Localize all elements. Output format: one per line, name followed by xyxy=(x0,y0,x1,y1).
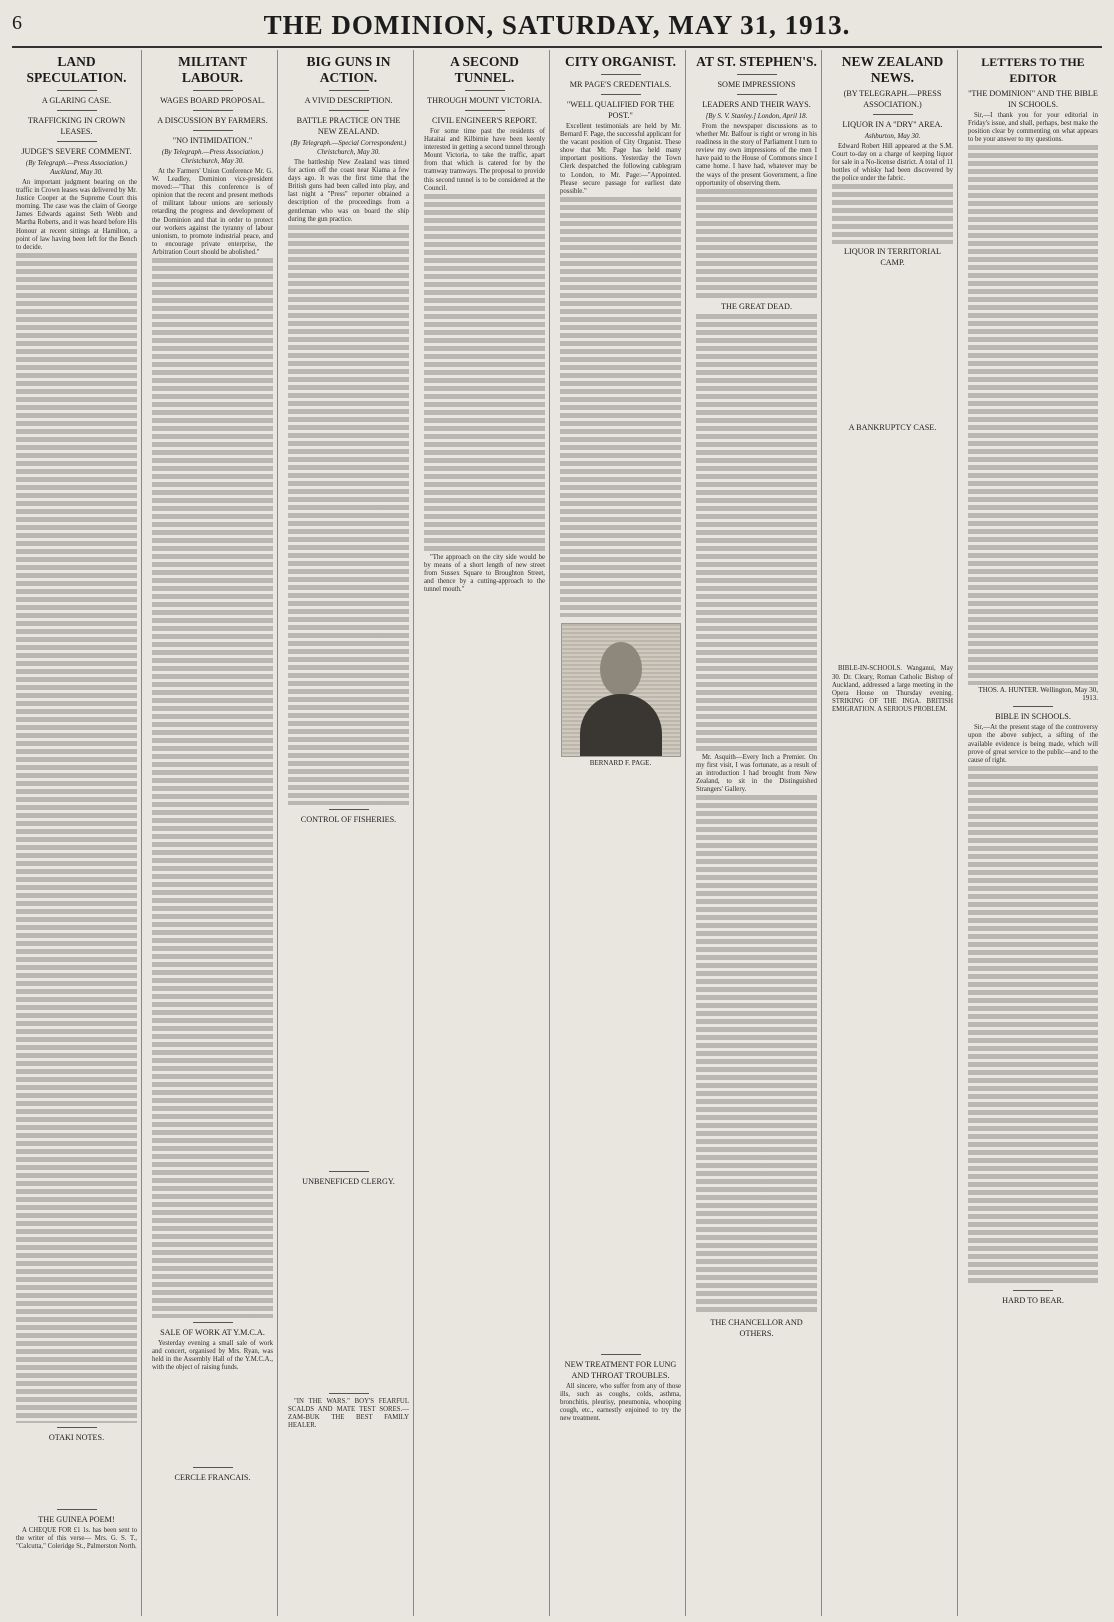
subhead: A VIVID DESCRIPTION. xyxy=(304,96,393,105)
lead-paragraph: For some time past the residents of Hataitai and Kilbirnie have been keenly interested in getting a second tunnel through Mount Victoria, to take the traffic, apart from that which is catered for by the tramway tramways. The proposal to provide this second tunnel is to be considered at the Council. xyxy=(424,128,545,192)
body-text xyxy=(288,225,409,805)
article-body xyxy=(288,827,409,1167)
subhead: CIVIL ENGINEER'S REPORT. xyxy=(432,116,537,125)
article-body xyxy=(288,1189,409,1389)
column-city-organist xyxy=(556,50,686,1616)
dateline: (By Telegraph.—Press Association.) Auckland, May 30. xyxy=(25,159,128,176)
subhead: LEADERS AND THEIR WAYS. xyxy=(702,100,811,109)
column-headline: BIG GUNS IN ACTION. xyxy=(306,54,391,85)
tail-paragraph: BIBLE-IN-SCHOOLS. Wanganui, May 30. Dr. Cleary, Roman Catholic Bishop of Auckland, addressed a large meeting in the Opera House on Thursday evening. STRIKING OF THE INGA. BRITISH EMIGRATION. A SERIOUS PROBLEM. xyxy=(832,665,953,713)
article-body xyxy=(288,159,409,805)
article-body xyxy=(696,314,817,1315)
page-number: 6 xyxy=(12,12,22,34)
column-big-guns xyxy=(284,50,414,1616)
subhead: A GLARING CASE. xyxy=(41,96,112,105)
lead-paragraph: At the Farmers' Union Conference Mr. G. W. Leadley, Dominion vice-president moved:—"That this conference is of opinion that the recent and present methods of militant labour unions are seriously retarding the progress and development of the Dominion and that in order to protect our workers against the tyranny of labour unionism, to promote industrial peace, and to encourage private enterprise, the Arbitration Court should be abolished." xyxy=(152,168,273,256)
tail-paragraph: A CHEQUE FOR £1 1s. has been sent to the writer of this verse— Mrs. G. S. T., "Calcutta," Coleridge St., Palmerston North. xyxy=(16,1526,137,1551)
dateline: (By Telegraph.—Press Association.) Christchurch, May 30. xyxy=(161,148,264,165)
masthead xyxy=(12,8,1102,48)
column-headline: MILITANT LABOUR. xyxy=(178,54,247,85)
article-body xyxy=(832,270,953,420)
article-body xyxy=(560,770,681,1350)
article-body xyxy=(16,179,137,1423)
column-headline: A SECOND TUNNEL. xyxy=(450,54,519,85)
article-body xyxy=(152,168,273,1318)
subhead: "NO INTIMIDATION." xyxy=(172,136,253,145)
portrait-caption: BERNARD F. PAGE. xyxy=(589,758,652,767)
column-headline: NEW ZEALAND NEWS. xyxy=(841,54,944,85)
column-headline: AT ST. STEPHEN'S. xyxy=(696,54,817,69)
lead-paragraph: Edward Robert Hill appeared at the S.M. Court to-day on a charge of keeping liquor for sale in a No-license district. A total of 11 bottles of whisky had been discovered by the police under the fabric. xyxy=(832,143,953,183)
subhead: SOME IMPRESSIONS xyxy=(717,80,796,89)
newspaper-title: THE DOMINION, SATURDAY, MAY 31, 1913. xyxy=(263,10,851,40)
tail-paragraph: All sincere, who suffer from any of those ills, such as coughs, colds, asthma, bronchitis, pleurisy, pneumonia, whooping cough, etc., earnestly enjoined to try the new treatment. xyxy=(560,1382,681,1423)
subhead: THROUGH MOUNT VICTORIA. xyxy=(427,96,542,105)
subhead: WAGES BOARD PROPOSAL. xyxy=(160,96,265,105)
article-body xyxy=(560,1383,681,1424)
subhead: BATTLE PRACTICE ON THE NEW ZEALAND. xyxy=(296,116,401,136)
subhead: BIBLE IN SCHOOLS. xyxy=(995,712,1071,722)
subhead: NEW TREATMENT FOR LUNG AND THROAT TROUBLES. xyxy=(564,1359,677,1380)
subhead: LIQUOR IN A "DRY" AREA. xyxy=(842,120,943,129)
column-second-tunnel xyxy=(420,50,550,1616)
article-body xyxy=(696,123,817,299)
subhead: "WELL QUALIFIED FOR THE POST." xyxy=(566,100,675,120)
column-militant-labour xyxy=(148,50,278,1616)
column-headline: CITY ORGANIST. xyxy=(564,54,677,69)
article-body xyxy=(288,1398,409,1431)
subhead: SALE OF WORK AT Y.M.C.A. xyxy=(160,1328,265,1338)
subhead: "THE DOMINION" AND THE BIBLE IN SCHOOLS. xyxy=(968,89,1098,109)
column-st-stephens xyxy=(692,50,822,1616)
article-body xyxy=(560,123,681,617)
column-headline: LAND SPECULATION. xyxy=(26,54,127,85)
article-body xyxy=(16,1445,137,1505)
column-letters xyxy=(964,50,1102,1616)
article-body xyxy=(968,112,1098,685)
subhead: A DISCUSSION BY FARMERS. xyxy=(157,116,268,125)
body-text xyxy=(696,314,817,754)
subhead: THE GUINEA POEM! xyxy=(38,1514,115,1524)
article-body xyxy=(152,1340,273,1373)
subhead: JUDGE'S SEVERE COMMENT. xyxy=(21,147,132,156)
article-body xyxy=(832,665,953,715)
column-land-speculation xyxy=(12,50,142,1616)
tail-paragraph: "IN THE WARS." BOY'S FEARFUL SCALDS AND MATE TEST SORES.—ZAM-BUK THE BEST FAMILY HEALER. xyxy=(288,1397,409,1430)
body-text xyxy=(968,145,1098,685)
subhead: OTAKI NOTES. xyxy=(48,1432,105,1442)
body-text xyxy=(152,258,273,1318)
tail-paragraph: "The approach on the city side would be by means of a short length of new street from Sussex Square to Broughton Street, and thence by a cutting-approach to the tunnel mouth." xyxy=(424,553,545,594)
subhead: CONTROL OF FISHERIES. xyxy=(300,814,397,824)
lead-paragraph: From the newspaper discussions as to whether Mr. Balfour is right or wrong in his readiness in the story of Parliament I turn to review my own impressions of the men I have paid to the House of Commons since I came home. I have had, whatever may be the ways of the present Government, a fine opportunity of observing them. xyxy=(696,123,817,187)
subhead: (BY TELEGRAPH.—PRESS ASSOCIATION.) xyxy=(843,89,942,109)
dateline: (By Telegraph.—Special Correspondent.) Christchurch, May 30. xyxy=(290,139,407,156)
article-body xyxy=(832,435,953,665)
tail-paragraph: Sir,—At the present stage of the controversy upon the above subject, a sifting of the available evidence is being made, which will prove of great service to the public—and to the cause of right. xyxy=(968,724,1098,764)
subhead: LIQUOR IN TERRITORIAL CAMP. xyxy=(843,247,942,268)
lead-paragraph: Excellent testimonials are held by Mr. Bernard F. Page, the successful applicant for the vacant position of City Organist. These show that Mr. Page has held many important positions. Yesterday the Town Clerk despatched the following cablegram to London, to Mr. Page:—"Appointed. Please secure passage for earliest date possible." xyxy=(560,123,682,195)
body-text xyxy=(696,795,817,1315)
tail-paragraph: Mr. Asquith—Every Inch a Premier. On my first visit, I was fortunate, as a result of an introduction I had brought from New Zealand, to sit in the Distinguished Strangers' Gallery. xyxy=(696,753,817,794)
body-text xyxy=(696,189,817,299)
tail-paragraph: Yesterday evening a small sale of work and concert, organised by Mrs. Ryan, was held in the Assembly Hall of the Y.M.C.A., with the object of raising funds. xyxy=(152,1340,273,1372)
subhead: HARD TO BEAR. xyxy=(1002,1295,1064,1305)
body-text xyxy=(424,194,545,554)
column-nz-news xyxy=(828,50,958,1616)
article-body xyxy=(968,724,1098,1285)
subhead: UNBENEFICED CLERGY. xyxy=(302,1176,395,1186)
subhead: MR PAGE'S CREDENTIALS. xyxy=(569,80,672,89)
lead-paragraph: Sir,—I thank you for your editorial in Friday's issue, and shall, perhaps, best make the position clear by commenting on what appears to be your answer to my questions. xyxy=(968,112,1098,144)
subhead: THE GREAT DEAD. xyxy=(720,301,793,311)
subhead: A BANKRUPTCY CASE. xyxy=(848,423,937,433)
subhead: TRAFFICKING IN CROWN LEASES. xyxy=(27,116,126,136)
dateline: [By S. V. Stanley.] London, April 18. xyxy=(705,112,808,120)
body-text xyxy=(968,766,1098,1286)
lead-paragraph: The battleship New Zealand was timed for action off the coast near Kiama a few days ago. It was the first time that the British guns had been called into play, and last night a "Press" reporter obtained a description of the proceedings from a gentleman who was on board the ship during the gun practice. xyxy=(288,159,409,223)
body-text xyxy=(560,197,681,617)
body-text xyxy=(832,184,953,244)
portrait-image xyxy=(561,623,681,757)
article-body xyxy=(832,143,953,244)
subhead: THE CHANCELLOR AND OTHERS. xyxy=(710,1318,803,1339)
subhead: CERCLE FRANCAIS. xyxy=(174,1473,251,1483)
columns-area xyxy=(12,50,1102,1616)
column-headline: LETTERS TO THE EDITOR xyxy=(981,55,1085,85)
letter-signature: THOS. A. HUNTER. Wellington, May 30, 1913. xyxy=(978,686,1098,703)
lead-paragraph: An important judgment bearing on the traffic in Crown leases was delivered by Mr. Justice Cooper at the Supreme Court this morning. The case was the claim of George James Edwards against Seth Webb and Martha Roberts, and it was heard before His Honour at recent sittings at Hamilton, a point of law having been left for the Bench to decide. xyxy=(16,179,137,251)
dateline: Ashburton, May 30. xyxy=(864,132,921,140)
article-body xyxy=(424,128,545,595)
article-body xyxy=(152,1373,273,1463)
body-text xyxy=(16,253,137,1423)
article-body xyxy=(16,1527,137,1552)
